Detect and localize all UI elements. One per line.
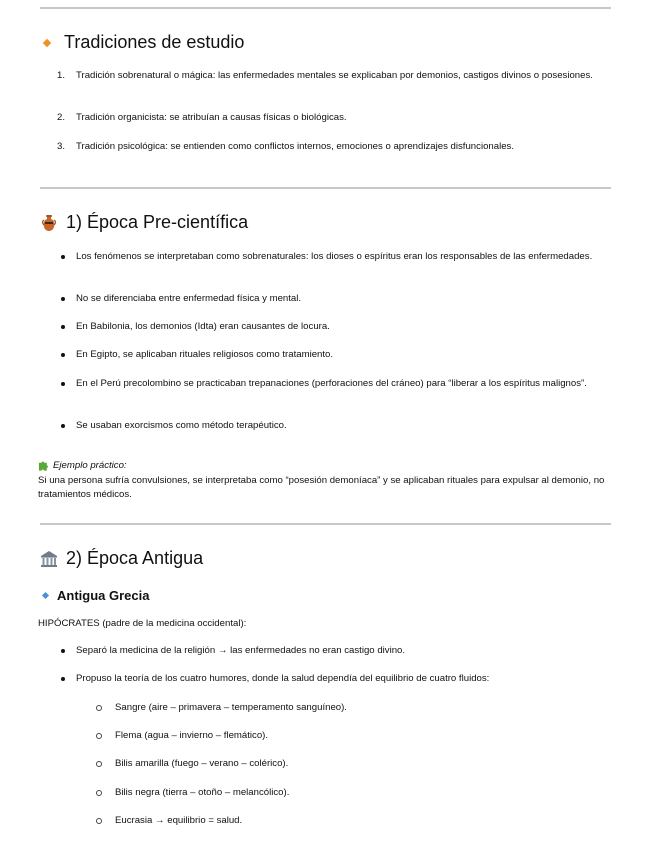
list-item-text: Tradición organicista: se atribuían a causas físicas o biológicas. — [76, 112, 347, 123]
bullet-ring-icon — [96, 733, 102, 739]
bullet-dot-icon — [61, 649, 65, 653]
amphora-icon — [40, 214, 58, 232]
sub-list-item — [96, 814, 611, 828]
intro-text: HIPÓCRATES (padre de la medicina occidental): — [38, 618, 247, 629]
list-number: 3. — [57, 141, 66, 152]
sub-list-item-text: Eucrasia → equilibrio = salud. — [115, 815, 243, 826]
list-item — [57, 140, 612, 154]
bullet-dot-icon — [61, 255, 65, 259]
sub-list-item-text: Bilis negra (tierra – otoño – melancólico). — [115, 787, 290, 798]
list-item-text: Tradición psicológica: se entienden como conflictos internos, emociones o aprendizajes disfuncionales. — [76, 141, 515, 152]
list-item — [57, 377, 612, 391]
list-number: 1. — [57, 70, 66, 81]
sub-list-item-text: Bilis amarilla (fuego – verano – colérico). — [115, 758, 289, 769]
bullet-ring-icon — [96, 790, 102, 796]
list-item — [57, 644, 612, 658]
list-item — [57, 111, 612, 125]
sub-list-item — [96, 786, 611, 800]
example-text: Si una persona sufría convulsiones, se interpretaba como “posesión demoníaca” y se aplicaban rituales para expulsar al demonio, no tratamientos médicos. — [38, 475, 605, 500]
section-heading-antigua — [40, 548, 203, 569]
puzzle-icon — [38, 460, 49, 471]
subheading-text: Antigua Grecia — [57, 588, 150, 603]
list-item-text: Propuso la teoría de los cuatro humores, donde la salud dependía del equilibrio de cuatro fluidos: — [76, 673, 490, 684]
bullet-dot-icon — [61, 297, 65, 301]
diamond-bullet-icon — [42, 592, 49, 599]
divider — [40, 523, 611, 525]
list-item — [57, 672, 612, 686]
list-item — [57, 320, 612, 334]
divider — [40, 7, 611, 9]
list-item-text: En Babilonia, los demonios (Idta) eran causantes de locura. — [76, 321, 330, 332]
list-item-text: En el Perú precolombino se practicaban trepanaciones (perforaciones del cráneo) para “liberar a los espíritus malignos”. — [76, 378, 587, 389]
bullet-dot-icon — [61, 325, 65, 329]
heading-text: Tradiciones de estudio — [64, 32, 245, 52]
example-title — [38, 460, 127, 471]
bullet-ring-icon — [96, 761, 102, 767]
list-item-text: Tradición sobrenatural o mágica: las enfermedades mentales se explicaban por demonios, castigos divinos o posesiones. — [76, 70, 593, 81]
bullet-ring-icon — [96, 705, 102, 711]
divider — [40, 187, 611, 189]
list-item-text: No se diferenciaba entre enfermedad física y mental. — [76, 293, 302, 304]
list-item-text: Los fenómenos se interpretaban como sobrenaturales: los dioses o espíritus eran los responsables de las enfermedades. — [76, 251, 593, 262]
sub-list-item-text: Sangre (aire – primavera – temperamento sanguíneo). — [115, 702, 347, 713]
diamond-bullet-icon — [43, 38, 51, 46]
bullet-ring-icon — [96, 818, 102, 824]
bullet-dot-icon — [61, 424, 65, 428]
list-item — [57, 348, 612, 362]
list-item — [57, 419, 612, 433]
subsection-heading-grecia — [40, 588, 149, 603]
bullet-dot-icon — [61, 353, 65, 357]
sub-list-item — [96, 701, 611, 715]
section-heading-tradiciones — [40, 32, 244, 53]
heading-text: 2) Época Antigua — [66, 548, 204, 568]
list-item-text: En Egipto, se aplicaban rituales religiosos como tratamiento. — [76, 349, 334, 360]
list-item — [57, 292, 612, 306]
intro-paragraph — [38, 617, 612, 631]
heading-text: 1) Época Pre-científica — [66, 212, 249, 232]
example-title-text: Ejemplo práctico: — [53, 460, 127, 471]
sub-list-item — [96, 757, 611, 771]
bullet-dot-icon — [61, 382, 65, 386]
section-heading-precientifica — [40, 212, 248, 233]
list-item-text: Separó la medicina de la religión → las enfermedades no eran castigo divino. — [76, 645, 406, 656]
list-item — [57, 250, 612, 264]
sub-list-item-text: Flema (agua – invierno – flemático). — [115, 730, 269, 741]
classical-building-icon — [40, 550, 58, 568]
list-item-text: Se usaban exorcismos como método terapéutico. — [76, 420, 287, 431]
sub-list-item — [96, 729, 611, 743]
list-item — [57, 69, 612, 83]
list-number: 2. — [57, 112, 66, 123]
example-paragraph — [38, 474, 612, 502]
bullet-dot-icon — [61, 677, 65, 681]
